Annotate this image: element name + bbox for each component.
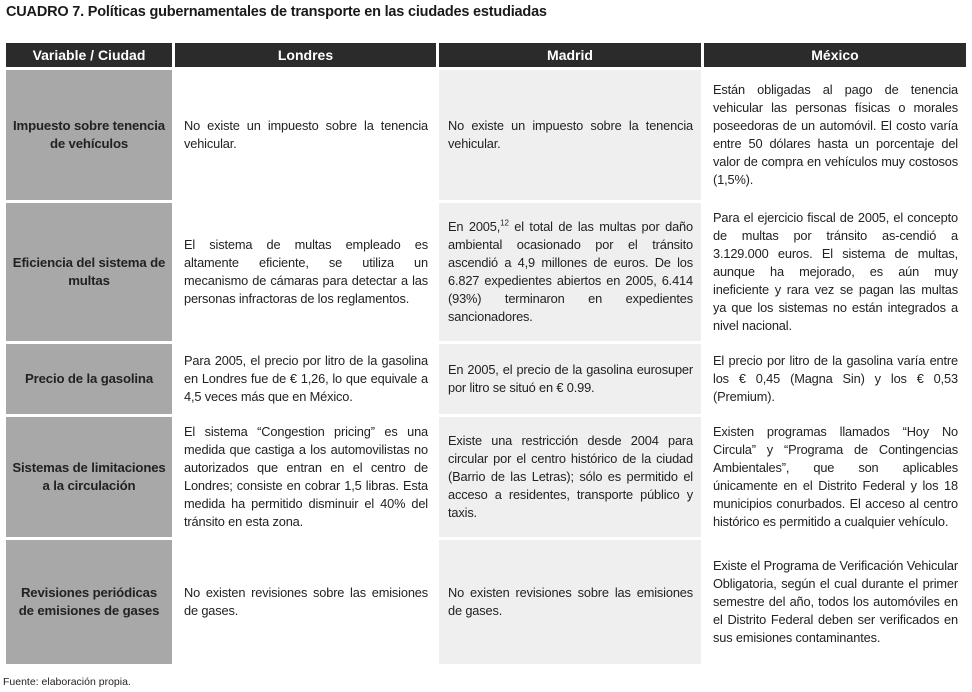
cell-madrid: Existe una restricción desde 2004 para circular por el centro histórico de la ciudad (Barrio de las Letras); sólo es permitido el acceso a residentes, transporte público y taxis.	[439, 417, 701, 537]
header-variable: Variable / Ciudad	[6, 43, 172, 67]
cell-londres: No existe un impuesto sobre la tenencia vehicular.	[175, 70, 436, 200]
cell-madrid-text-start: En 2005,	[448, 219, 501, 234]
cell-madrid: No existen revisiones sobre las emisiones de gases.	[439, 540, 701, 664]
table-row	[6, 203, 966, 341]
row-variable: Impuesto sobre tenencia de vehículos	[6, 70, 172, 200]
cell-madrid: En 2005, el precio de la gasolina eurosuper por litro se situó en € 0.99.	[439, 344, 701, 414]
footnote-ref: 12	[500, 218, 509, 228]
row-variable: Sistemas de limitaciones a la circulación	[6, 417, 172, 537]
row-variable: Eficiencia del sistema de multas	[6, 203, 172, 341]
table-row	[6, 417, 966, 537]
cell-madrid-text: el total de las multas por daño ambiental ocasionado por el tránsito ascendió a 4,9 millones de euros. De los 6.827 expedientes abiertos en 2005, 6.414 (93%) terminaron en expedientes sancionadores.	[448, 219, 693, 324]
cell-londres: El sistema “Congestion pricing” es una medida que castiga a los automovilistas no autorizados que entran en el centro de Londres; consiste en cobrar 1,5 libras. Esta medida ha permitido disminuir el 40% del tránsito en esta zona.	[175, 417, 436, 537]
cell-mexico: El precio por litro de la gasolina varía entre los € 0,45 (Magna Sin) y los € 0,53 (Premium).	[704, 344, 966, 414]
cell-mexico: Para el ejercicio fiscal de 2005, el concepto de multas por tránsito as-cendió a 3.129.000 euros. El sistema de multas, aunque ha mejorado, es aún muy ineficiente y rara vez se pagan las multas ya que los sistemas no están integrados a nivel nacional.	[704, 203, 966, 341]
header-madrid: Madrid	[439, 43, 701, 67]
table-row	[6, 344, 966, 414]
table-row	[6, 540, 966, 664]
cell-londres: El sistema de multas empleado es altamente eficiente, se utiliza un mecanismo de cámaras para detectar a las personas infractoras de los reglamentos.	[175, 203, 436, 341]
cell-mexico: Están obligadas al pago de tenencia vehicular las personas físicas o morales poseedoras de un automóvil. El costo varía entre 50 dólares hasta un porcentaje del valor de compra en vehículos muy costosos (1,5%).	[704, 70, 966, 200]
row-variable: Precio de la gasolina	[6, 344, 172, 414]
row-variable: Revisiones periódicas de emisiones de gases	[6, 540, 172, 664]
table-title: CUADRO 7. Políticas gubernamentales de transporte en las ciudades estudiadas	[6, 4, 547, 20]
header-londres: Londres	[175, 43, 436, 67]
cell-madrid	[439, 203, 701, 341]
source-note: Fuente: elaboración propia.	[3, 676, 131, 688]
policies-table	[3, 40, 969, 667]
cell-mexico: Existen programas llamados “Hoy No Circula” y “Programa de Contingencias Ambientales”, que son aplicables únicamente en el Distrito Federal y los 18 municipios conurbados. El acceso al centro histórico es permitido a cualquier vehículo.	[704, 417, 966, 537]
table-row	[6, 70, 966, 200]
cell-mexico: Existe el Programa de Verificación Vehicular Obligatoria, según el cual durante el primer semestre del año, todos los automóviles en el Distrito Federal deben ser verificados en sus emisiones contaminantes.	[704, 540, 966, 664]
cell-londres: Para 2005, el precio por litro de la gasolina en Londres fue de € 1,26, lo que equivale a 4,5 veces más que en México.	[175, 344, 436, 414]
cell-londres: No existen revisiones sobre las emisiones de gases.	[175, 540, 436, 664]
header-row	[6, 43, 966, 67]
header-mexico: México	[704, 43, 966, 67]
cell-madrid: No existe un impuesto sobre la tenencia vehicular.	[439, 70, 701, 200]
